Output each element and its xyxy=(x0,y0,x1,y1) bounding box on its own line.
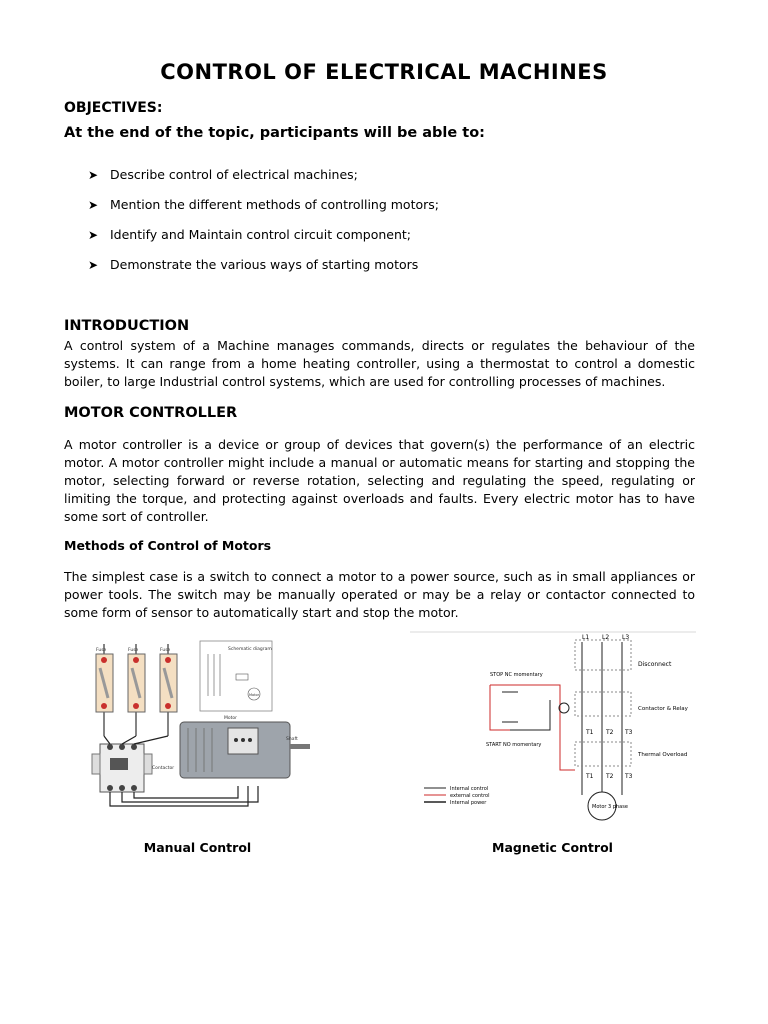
arrow-bullet-icon: ➤ xyxy=(88,168,99,182)
svg-text:T3: T3 xyxy=(625,773,633,780)
svg-text:Shaft: Shaft xyxy=(286,737,298,742)
arrow-bullet-icon: ➤ xyxy=(88,228,99,242)
svg-text:Fuse: Fuse xyxy=(128,648,139,653)
introduction-heading: INTRODUCTION xyxy=(64,318,190,334)
svg-text:STOP NC momentary: STOP NC momentary xyxy=(490,672,543,678)
page-title: CONTROL OF ELECTRICAL MACHINES xyxy=(160,60,608,84)
svg-text:Fuse: Fuse xyxy=(160,648,171,653)
svg-text:Internal control: Internal control xyxy=(450,786,489,792)
magnetic-control-caption: Magnetic Control xyxy=(492,840,613,855)
objectives-heading: OBJECTIVES: xyxy=(64,100,163,116)
control-circuit xyxy=(490,685,575,770)
manual-control-figure xyxy=(88,636,313,821)
list-item: ➤ Demonstrate the various ways of starting motors xyxy=(88,257,419,272)
svg-text:Contactor: Contactor xyxy=(152,766,175,771)
arrow-bullet-icon: ➤ xyxy=(88,198,99,212)
svg-text:Disconnect: Disconnect xyxy=(638,661,672,668)
svg-text:Schematic diagram: Schematic diagram xyxy=(228,647,272,652)
svg-text:Motor 3 phase: Motor 3 phase xyxy=(592,804,628,810)
legend xyxy=(424,786,490,806)
svg-text:L1: L1 xyxy=(582,634,590,641)
methods-heading: Methods of Control of Motors xyxy=(64,538,272,553)
svg-text:T2: T2 xyxy=(606,773,614,780)
svg-text:Fuse: Fuse xyxy=(96,648,107,653)
svg-text:L2: L2 xyxy=(602,634,610,641)
svg-text:T2: T2 xyxy=(606,729,614,736)
list-item: ➤ Mention the different methods of controlling motors; xyxy=(88,197,439,212)
motor-controller-heading: MOTOR CONTROLLER xyxy=(64,405,238,421)
objectives-lead: At the end of the topic, participants will be able to: xyxy=(64,125,485,141)
methods-text: The simplest case is a switch to connect a motor to a power source, such as in small appliances or power tools. The switch may be manually operated or may be a relay or contactor connected to some form of sensor to automatically start and stop the motor. xyxy=(64,569,695,620)
motor xyxy=(180,715,310,778)
svg-text:external control: external control xyxy=(450,793,490,799)
magnetic-control-figure xyxy=(410,630,696,825)
svg-text:START NO momentary: START NO momentary xyxy=(486,742,542,748)
svg-text:L3: L3 xyxy=(622,634,630,641)
motor-controller-text: A motor controller is a device or group of devices that govern(s) the performance of an electric motor. A motor controller might include a manual or automatic means for starting and stopping the motor, selecting forward or reverse rotation, selecting and regulating the speed, regulating or limiting the torque, and protecting against overloads and faults. Every electric motor has to have some sort of controller. xyxy=(64,437,695,524)
objectives-list xyxy=(88,166,439,286)
svg-text:T1: T1 xyxy=(586,729,594,736)
introduction-text: A control system of a Machine manages commands, directs or regulates the behaviour of the systems. It can range from a home heating controller, using a thermostat to control a domestic boiler, to large Industrial control systems, which are used for controlling processes of machines. xyxy=(64,338,695,389)
list-item: ➤ Identify and Maintain control circuit component; xyxy=(88,227,412,242)
svg-text:Motor: Motor xyxy=(224,716,238,721)
arrow-bullet-icon: ➤ xyxy=(88,258,99,272)
motor-symbol xyxy=(588,792,628,820)
svg-text:Thermal Overload: Thermal Overload xyxy=(638,752,688,758)
manual-control-caption: Manual Control xyxy=(143,840,252,855)
svg-text:Motor: Motor xyxy=(249,693,260,697)
schematic-inset xyxy=(200,641,272,711)
svg-text:Internal power: Internal power xyxy=(450,800,487,806)
svg-text:Contactor & Relay: Contactor & Relay xyxy=(638,706,688,712)
fuse-block xyxy=(96,644,177,736)
svg-text:T1: T1 xyxy=(586,773,594,780)
list-item: ➤ Describe control of electrical machines; xyxy=(88,167,358,182)
svg-text:T3: T3 xyxy=(625,729,633,736)
